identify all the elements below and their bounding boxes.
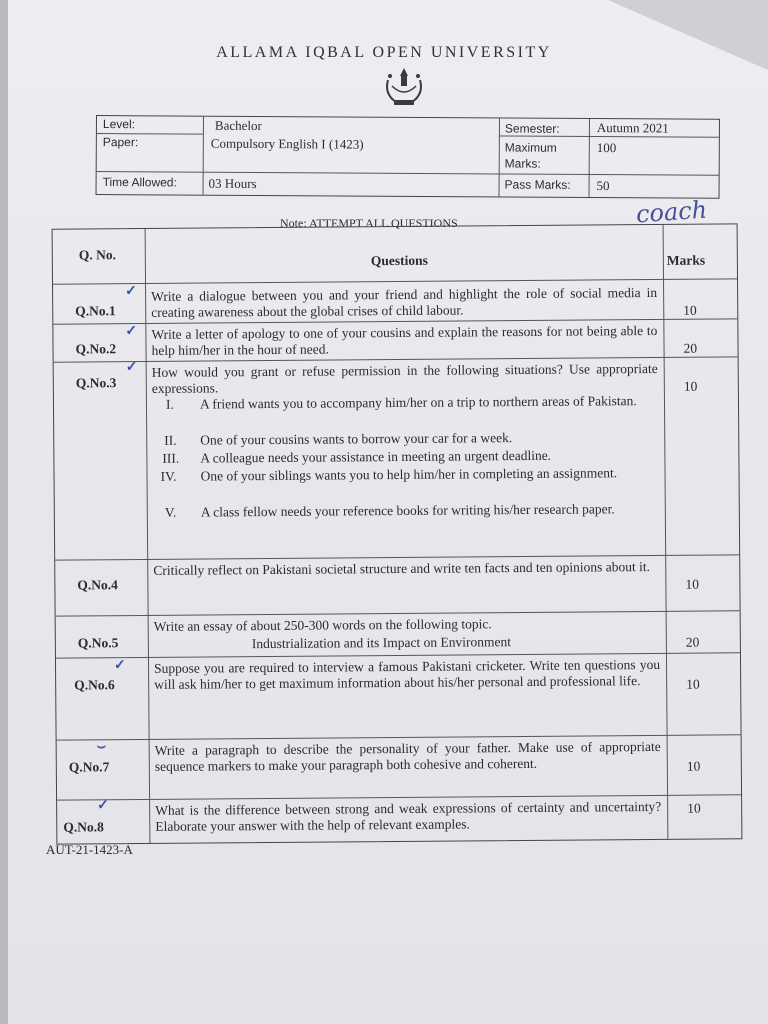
- question-marks: 10: [686, 758, 701, 774]
- question-text: Write a paragraph to describe the personality of your father. Make use of appropriate sequence markers to make your paragraph both cohesive and coherent.: [154, 738, 661, 774]
- question-text: Write a dialogue between you and your friend and highlight the role of social media in creating awareness about the global crises of child labour.: [151, 284, 658, 320]
- question-text: Suppose you are required to interview a famous Pakistani cricketer. Write ten questions you will ask him/her to get maximum information about his/her personal and professional life.: [153, 656, 661, 692]
- item-number: V.: [164, 504, 177, 520]
- pass-marks-value: 50: [596, 178, 610, 194]
- paper-code: AUT-21-1423-A: [46, 842, 133, 857]
- question-number: Q.No.7: [68, 759, 110, 775]
- max-marks-label: Maximum Marks:: [504, 140, 557, 171]
- question-marks: 10: [683, 378, 698, 394]
- question-marks: 20: [685, 634, 700, 650]
- header-questions: Questions: [370, 252, 428, 269]
- question-text: Write a letter of apology to one of your cousins and explain the reasons for not being able to help him/her in the hour of need.: [151, 322, 658, 358]
- level-label: Level:: [102, 117, 136, 132]
- header-marks: Marks: [666, 252, 706, 268]
- instructions-note: Note: ATTEMPT ALL QUESTIONS: [280, 216, 458, 230]
- check-mark-icon: ✓: [125, 324, 138, 340]
- level-value: Bachelor: [214, 117, 262, 134]
- question-number: Q.No.1: [75, 303, 116, 319]
- check-mark-icon: ✓: [97, 798, 109, 814]
- check-mark-icon: ⌣: [96, 739, 106, 755]
- semester-value: Autumn 2021: [596, 120, 669, 136]
- check-mark-icon: ✓: [125, 284, 137, 300]
- question-number: Q.No.5: [77, 635, 119, 651]
- question-text: How would you grant or refuse permission in the following situations? Use appropriate expressions.: [151, 360, 658, 396]
- university-logo-icon: [374, 64, 434, 110]
- semester-label: Semester:: [504, 121, 560, 136]
- questions-table: [52, 223, 743, 844]
- handwritten-note: coach: [635, 195, 708, 229]
- item-number: IV.: [160, 468, 177, 484]
- question-number: Q.No.6: [74, 677, 115, 693]
- question-marks: 10: [685, 576, 699, 592]
- exam-info-table: [96, 115, 720, 199]
- question-marks: 10: [687, 800, 701, 816]
- question-text: Write an essay of about 250-300 words on the following topic.: [153, 616, 492, 634]
- university-title: ALLAMA IQBAL OPEN UNIVERSITY: [216, 44, 552, 61]
- item-text: A class fellow needs your reference books for writing his/her research paper.: [200, 501, 615, 520]
- check-mark-icon: ✓: [125, 360, 138, 376]
- pass-marks-label: Pass Marks:: [504, 177, 571, 192]
- question-number: Q.No.8: [63, 819, 104, 835]
- question-marks: 10: [686, 676, 700, 692]
- max-marks-value: 100: [596, 140, 617, 156]
- question-text: What is the difference between strong and weak expressions of certainty and uncertainty? Elaborate your answer with the help of relevant examples.: [155, 798, 662, 834]
- item-text: A colleague needs your assistance in meeting an urgent deadline.: [200, 447, 552, 466]
- question-marks: 10: [683, 302, 697, 318]
- item-number: III.: [162, 450, 180, 466]
- question-number: Q.No.3: [75, 375, 117, 391]
- item-text: One of your cousins wants to borrow your car for a week.: [200, 430, 513, 448]
- check-mark-icon: ✓: [113, 658, 126, 674]
- question-number: Q.No.2: [75, 341, 117, 357]
- time-label: Time Allowed:: [102, 175, 177, 190]
- question-number: Q.No.4: [77, 577, 118, 593]
- question-marks: 20: [683, 340, 698, 356]
- paper-label: Paper:: [102, 135, 139, 150]
- header-qno: Q. No.: [78, 247, 116, 263]
- question-text: Critically reflect on Pakistani societal structure and write ten facts and ten opinions about it.: [153, 559, 651, 578]
- paper-value: Compulsory English I (1423): [210, 135, 364, 152]
- item-text: One of your siblings wants you to help him/her in completing an assignment.: [200, 465, 618, 484]
- item-number: II.: [164, 432, 177, 448]
- time-value: 03 Hours: [208, 175, 257, 191]
- essay-topic: Industrialization and its Impact on Environment: [251, 634, 511, 652]
- item-number: I.: [165, 396, 174, 412]
- item-text: A friend wants you to accompany him/her on a trip to northern areas of Pakistan.: [199, 393, 637, 412]
